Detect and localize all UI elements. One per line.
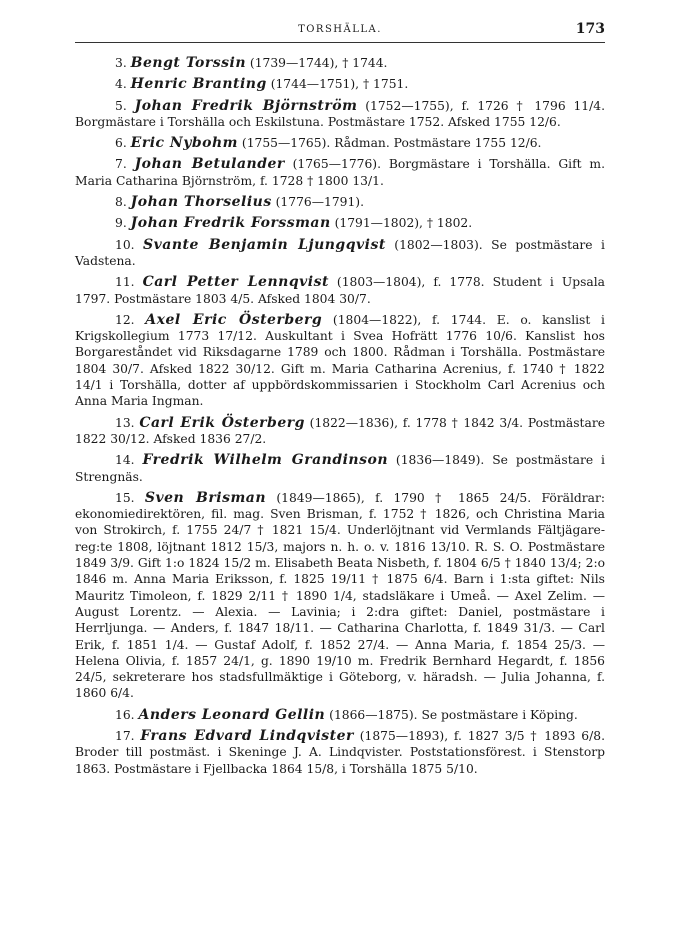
entry-name: Carl Erik Österberg (139, 414, 305, 431)
entry-13 (75, 415, 605, 448)
entry-12 (75, 312, 605, 410)
entry-8 (75, 194, 605, 210)
entry-name: Carl Petter Lennqvist (142, 274, 329, 291)
entry-number: 4. (115, 77, 127, 92)
entry-5 (75, 98, 605, 131)
entry-name: Johan Fredrik Forssman (130, 215, 331, 232)
entry-number: 15. (115, 490, 135, 505)
entry-9 (75, 215, 605, 231)
entry-11 (75, 274, 605, 307)
entry-name: Axel Eric Österberg (145, 311, 323, 328)
entry-text: (1804—1822), f. 1744. E. o. kanslist i Krigskollegium 1773 17/12. Auskultant i Svea Hofrätt 1776 10/6. Kanslist hos Borgareståndet vid Riksdagarne 1789 och 1800. Rådman i Torshälla. Postmästare 1804 30/7. Afsked 1822 30/12. Gift m. Maria Catharina Acrenius, f. 1740 † 1822 14/1 i Torshälla, dotter af uppbördskommissarien i Stockholm Carl Acrenius och Anna Maria Ingman. (75, 312, 605, 409)
entry-number: 17. (115, 728, 135, 743)
entry-text: (1866—1875). Se postmästare i Köping. (325, 707, 578, 722)
page-body (75, 55, 605, 782)
entry-name: Johan Thorselius (130, 194, 272, 211)
entry-number: 11. (115, 275, 135, 290)
entry-number: 12. (115, 312, 135, 327)
entry-number: 16. (115, 707, 135, 722)
entry-name: Johan Fredrik Björnström (134, 97, 358, 114)
entry-number: 6. (115, 136, 127, 151)
entry-text: (1836—1849). Se postmästare i Strengnäs. (75, 453, 605, 484)
entry-text: (1765—1776). Borgmästare i Torshälla. Gift m. Maria Catharina Björnström, f. 1728 † 1800 13/1. (75, 157, 605, 188)
entry-number: 7. (115, 157, 127, 172)
entry-number: 5. (115, 98, 127, 113)
entry-17 (75, 728, 605, 777)
entry-4 (75, 76, 605, 92)
entry-number: 9. (115, 216, 127, 231)
entry-name: Eric Nybohm (130, 135, 238, 152)
entry-number: 13. (115, 415, 135, 430)
entry-14 (75, 452, 605, 485)
entry-name: Fredrik Wilhelm Grandinson (142, 452, 389, 469)
running-title: TORSHÄLLA. (298, 24, 382, 35)
entry-number: 8. (115, 195, 127, 210)
entry-text: (1752—1755), f. 1726 † 1796 11/4. Borgmästare i Torshälla och Eskilstuna. Postmästare 1752. Afsked 1755 12/6. (75, 98, 606, 129)
entry-name: Sven Brisman (144, 489, 267, 506)
entry-name: Johan Betulander (134, 156, 285, 173)
entry-text: (1739—1744), † 1744. (246, 56, 388, 70)
entry-text: (1822—1836), f. 1778 † 1842 3/4. Postmästare 1822 30/12. Afsked 1836 27/2. (75, 415, 605, 446)
entry-name: Anders Leonard Gellin (138, 706, 326, 723)
entry-16 (75, 707, 605, 723)
entry-name: Svante Benjamin Ljungqvist (143, 236, 386, 253)
entry-name: Frans Edvard Lindqvister (140, 727, 354, 744)
page-header (75, 20, 605, 43)
entry-3 (75, 55, 605, 71)
entry-text: (1849—1865), f. 1790 † 1865 24/5. Föräldrar: ekonomiedirektören, fil. mag. Sven Brisman, f. 1752 † 1826, och Christina Maria von Strokirch, f. 1755 24/7 † 1821 15/4. Underlöjtnant vid Vermlands Fältjägare-reg:te 1808, löjtnant 1812 15/3, majors n. h. o. v. 1816 13/10. R. S. O. Postmästare 1849 3/9. Gift 1:o 1824 15/2 m. Elisabeth Beata Nisbeth, f. 1804 6/5 † 1840 13/4; 2:o 1846 m. Anna Maria Eriksson, f. 1825 19/11 † 1875 6/4. Barn i 1:sta giftet: Nils Mauritz Timoleon, f. 1829 2/11 † 1890 1/4, stadsläkare i Umeå. — Axel Zelim. — August Lorentz. — Alexia. — Lavinia; i 2:dra giftet: Daniel, postmästare i Herrljunga. — Anders, f. 1847 18/11. — Catharina Charlotta, f. 1849 31/3. — Carl Erik, f. 1851 1/4. — Gustaf Adolf, f. 1852 27/4. — Anna Maria, f. 1854 25/3. — Helena Olivia, f. 1857 24/1, g. 1890 19/10 m. Fredrik Bernhard Hegardt, f. 1856 24/5, sekreterare hos stadsfullmäktige i Göteborg, v. häradsh. — Julia Johanna, f. 1860 6/4. (75, 490, 605, 701)
entry-number: 14. (115, 453, 135, 468)
entry-6 (75, 135, 605, 151)
page-number: 173 (575, 21, 605, 37)
entry-10 (75, 237, 605, 270)
entry-15 (75, 490, 605, 702)
entry-text: (1776—1791). (271, 195, 365, 210)
entry-text: (1791—1802), † 1802. (330, 216, 473, 231)
entry-7 (75, 156, 605, 189)
entry-text: (1802—1803). Se postmästare i Vadstena. (75, 237, 605, 268)
entry-name: Bengt Torssin (130, 55, 246, 71)
entry-name: Henric Branting (130, 76, 267, 93)
entry-text: (1875—1893), f. 1827 3/5 † 1893 6/8. Broder till postmäst. i Skeninge J. A. Lindqvister. Poststationsförest. i Stenstorp 1863. Postmästare i Fjellbacka 1864 15/8, i Torshälla 1875 5/10. (75, 728, 605, 776)
entry-text: (1803—1804), f. 1778. Student i Upsala 1797. Postmästare 1803 4/5. Afsked 1804 30/7. (75, 275, 605, 306)
entry-text: (1744—1751), † 1751. (266, 77, 409, 92)
entry-number: 10. (115, 237, 135, 252)
entry-text: (1755—1765). Rådman. Postmästare 1755 12/6. (237, 136, 542, 151)
entry-number: 3. (115, 56, 127, 70)
